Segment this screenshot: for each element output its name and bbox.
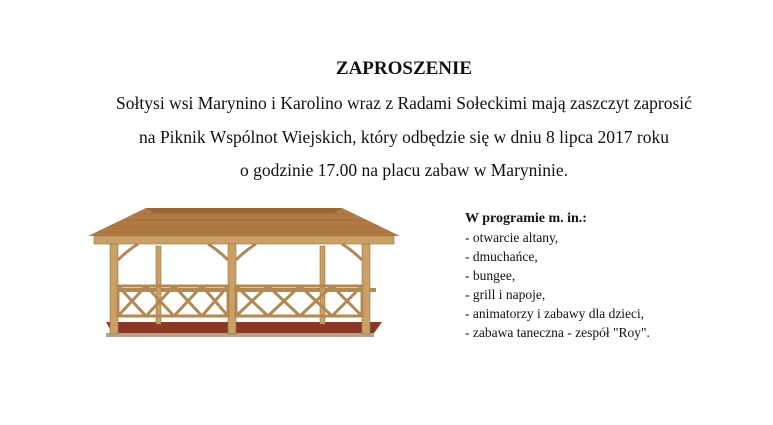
program-item: - otwarcie altany,	[465, 230, 559, 245]
program-heading: W programie m. in.:	[465, 211, 587, 226]
program-list	[465, 228, 650, 342]
invitation-line-1: Sołtysi wsi Marynino i Karolino wraz z Radami Sołeckimi mają zaszczyt zaprosić	[116, 93, 692, 113]
gazebo-image	[84, 204, 404, 340]
program-item: - grill i napoje,	[465, 287, 546, 302]
program-item: - animatorzy i zabawy dla dzieci,	[465, 306, 645, 321]
invitation-line-2: na Piknik Wspólnot Wiejskich, który odbędzie się w dniu 8 lipca 2017 roku	[139, 127, 669, 147]
program-section	[465, 209, 650, 342]
program-item: - dmuchańce,	[465, 249, 538, 264]
program-item: - zabawa taneczna - zespół "Roy".	[465, 325, 650, 340]
invitation-line-3: o godzinie 17.00 na placu zabaw w Maryninie.	[239, 160, 569, 180]
program-item: - bungee,	[465, 268, 516, 283]
invitation-title: ZAPROSZENIE	[335, 58, 473, 79]
